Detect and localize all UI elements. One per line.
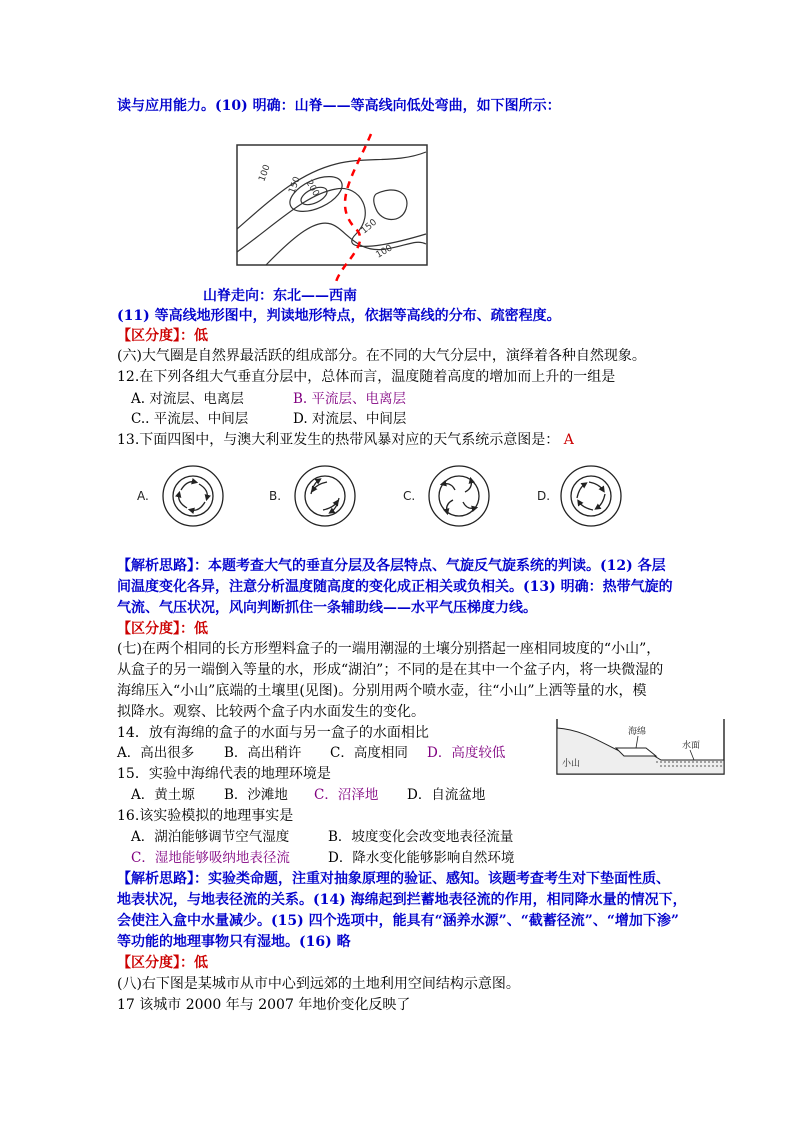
- cyclone-c-icon: [429, 466, 489, 526]
- analysis-2-line-3: 会使注入盒中水量减少。(15) 四个选项中，能具有“涵养水源”、“截蓄径流”、“增加下渗”: [117, 913, 679, 929]
- cyclone-d-icon: [561, 466, 621, 526]
- contour-label: 150: [359, 217, 380, 237]
- fig-label-d: D.: [537, 489, 551, 503]
- contour-label: 150: [287, 175, 303, 196]
- analysis-1-line-2: 间温度变化各异，注意分析温度随高度的变化成正相关或负相关。(13) 明确：热带气旋的: [117, 579, 673, 595]
- q14-option-a: A．高出很多: [117, 745, 195, 761]
- contour-label: 100: [374, 243, 395, 261]
- ridge-line: [336, 134, 371, 282]
- contour-label: 200: [303, 178, 321, 199]
- ridge-caption: 山脊走向：东北——西南: [203, 288, 357, 304]
- weather-systems-figure: [135, 462, 635, 542]
- q16-option-c: C．湿地能够吸纳地表径流: [131, 850, 290, 866]
- section-7-line-3: 海绵压入“小山”底端的土壤里(见图)。分别用两个喷水壶，往“小山”上洒等量的水，模: [117, 683, 647, 699]
- q16-option-b: B．坡度变化会改变地表径流量: [328, 829, 514, 845]
- analysis-2-line-4: 等功能的地理事物只有湿地。(16) 略: [117, 934, 351, 950]
- q15-option-c: C．沼泽地: [314, 787, 379, 803]
- question-12: 12.在下列各组大气垂直分层中，总体而言，温度随着高度的增加而上升的一组是: [117, 369, 616, 385]
- fig-label-a: A.: [137, 489, 149, 503]
- note-11: (11) 等高线地形图中，判读地形特点，依据等高线的分布、疏密程度。: [117, 308, 561, 324]
- water-label: 水面: [682, 741, 701, 751]
- section-7-line-1: (七)在两个相同的长方形塑料盒子的一端用潮湿的土壤分别搭起一座相同坡度的“小山”，: [117, 641, 661, 657]
- q14-option-d: D．高度较低: [427, 745, 506, 761]
- section-6-intro: (六)大气圈是自然界最活跃的组成部分。在不同的大气分层中，演绎着各种自然现象。: [117, 348, 646, 364]
- contour-map-overlay: [236, 134, 436, 284]
- section-7-line-2: 从盒子的另一端倒入等量的水，形成“湖泊”；不同的是在其中一个盆子内，将一块微湿的: [117, 662, 664, 678]
- fig-label-b: B.: [269, 489, 282, 503]
- fig-label-c: C.: [403, 489, 416, 503]
- q12-option-a: A. 对流层、电离层: [131, 391, 244, 407]
- q12-option-d: D. 对流层、中间层: [293, 411, 407, 427]
- q15-option-d: D．自流盆地: [407, 787, 486, 803]
- q14-option-c: C．高度相同: [330, 745, 408, 761]
- q14-option-b: B．高出稍许: [224, 745, 302, 761]
- q12-option-b: B. 平流层、电离层: [293, 391, 407, 407]
- intro-line: 读与应用能力。(10) 明确：山脊——等高线向低处弯曲，如下图所示：: [117, 98, 561, 114]
- question-13-answer: A: [563, 432, 574, 448]
- analysis-1-line-3: 气流、气压状况，风向判断抓住一条辅助线——水平气压梯度力线。: [117, 600, 537, 616]
- cyclone-a-icon: [163, 466, 223, 526]
- analysis-1-line-1: 【解析思路】：本题考查大气的垂直分层及各层特点、气旋反气旋系统的判读。(12) 各层: [117, 558, 666, 574]
- contour-label: 100: [257, 163, 273, 184]
- difficulty-label: 【区分度】：低: [117, 328, 208, 344]
- difficulty-label: 【区分度】：低: [117, 621, 208, 637]
- cyclone-b-icon: [295, 466, 355, 526]
- question-13: [117, 430, 574, 450]
- question-17: 17 该城市 2000 年与 2007 年地价变化反映了: [117, 997, 411, 1013]
- analysis-2-line-1: 【解析思路】：实验类命题，注重对抽象原理的验证、感知。该题考查考生对下垫面性质、: [117, 871, 670, 887]
- q16-option-a: A．湖泊能够调节空气湿度: [131, 829, 290, 845]
- question-15: 15．实验中海绵代表的地理环境是: [117, 766, 331, 782]
- section-7-line-4: 拟降水。观察、比较两个盒子内水面发生的变化。: [117, 704, 425, 720]
- difficulty-label: 【区分度】：低: [117, 955, 208, 971]
- q12-option-c: C.. 平流层、中间层: [131, 411, 249, 427]
- question-14: 14．放有海绵的盒子的水面与另一盒子的水面相比: [117, 725, 429, 741]
- question-16: 16.该实验模拟的地理事实是: [117, 808, 294, 824]
- hill-label: 小山: [562, 759, 581, 769]
- section-8-intro: (八)右下图是某城市从市中心到远郊的土地利用空间结构示意图。: [117, 976, 520, 992]
- q15-option-a: A．黄土塬: [131, 787, 195, 803]
- sponge-box-figure: [556, 718, 726, 776]
- sponge-label: 海绵: [628, 727, 647, 737]
- analysis-2-line-2: 地表状况，与地表径流的关系。(14) 海绵起到拦蓄地表径流的作用，相同降水量的情况下，: [117, 892, 687, 908]
- q16-option-d: D．降水变化能够影响自然环境: [328, 850, 515, 866]
- question-13-text: 13.下面四图中，与澳大利亚发生的热带风暴对应的天气系统示意图是：: [117, 432, 560, 448]
- q15-option-b: B．沙滩地: [224, 787, 288, 803]
